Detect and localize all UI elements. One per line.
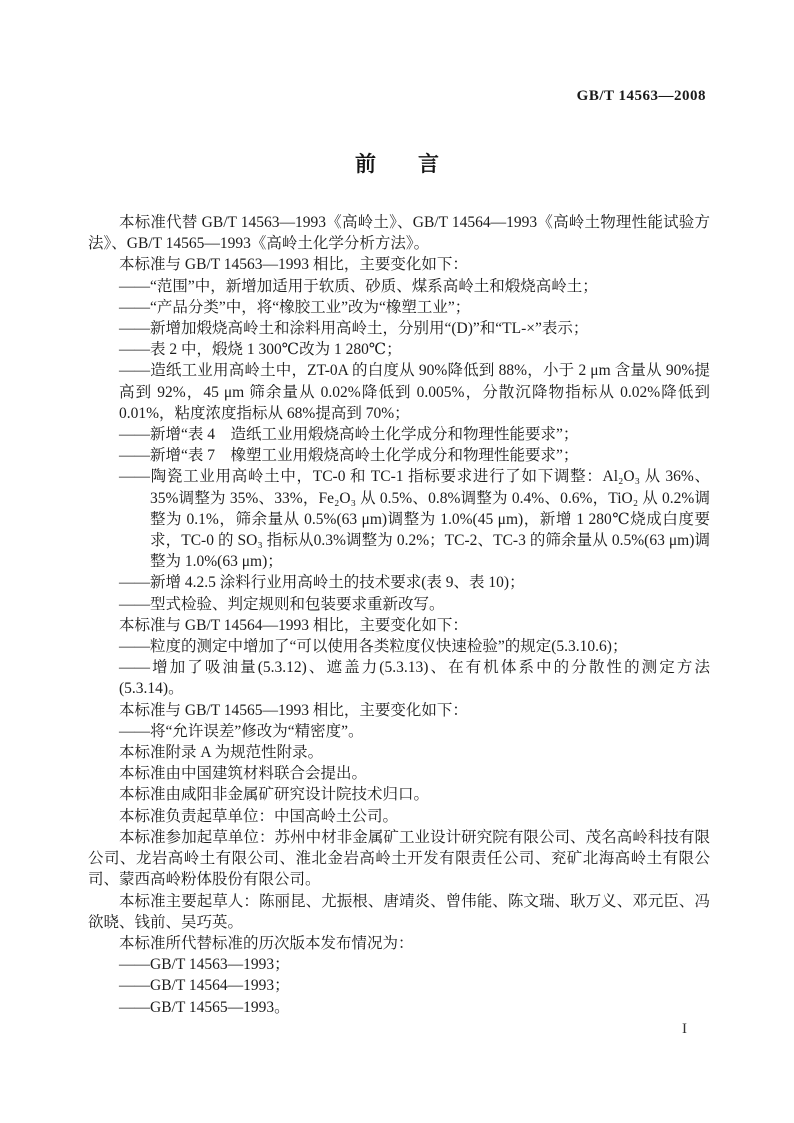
paragraph: ——“范围”中，新增加适用于软质、砂质、煤系高岭土和煅烧高岭土； [119, 277, 598, 295]
paragraph: ——GB/T 14563—1993； [119, 956, 290, 974]
paragraph: ——GB/T 14564—1993； [119, 977, 290, 995]
paragraph: ——新增“表 4 造纸工业用煅烧高岭土化学成分和物理性能要求”； [119, 426, 579, 444]
paragraph: 本标准附录 A 为规范性附录。 [119, 744, 324, 762]
paragraph: ——新增加煅烧高岭土和涂料用高岭土，分别用“(D)”和“TL-×”表示； [119, 320, 589, 338]
paragraph: ——新增“表 7 橡塑工业用煅烧高岭土化学成分和物理性能要求”； [119, 447, 579, 465]
paragraph: 本标准由咸阳非金属矿研究设计院技术归口。 [119, 786, 430, 804]
paragraph: ——GB/T 14565—1993。 [119, 998, 290, 1016]
paragraph: ——增加了吸油量(5.3.12)、遮盖力(5.3.13)、在有机体系中的分散性的测定方法(5.3.14)。 [119, 659, 710, 698]
paragraph: 本标准主要起草人：陈丽昆、尤振根、唐靖炎、曾伟能、陈文瑞、耿万义、邓元臣、冯欲晓、钱前、吴巧英。 [88, 892, 710, 931]
paragraph: ——表 2 中，煅烧 1 300℃改为 1 280℃； [119, 341, 402, 359]
paragraph: ——粒度的测定中增加了“可以使用各类粒度仪快速检验”的规定(5.3.10.6)； [119, 638, 628, 656]
foreword-body [88, 212, 710, 1018]
paragraph: 本标准代替 GB/T 14563—1993《高岭土》、GB/T 14564—1993《高岭土物理性能试验方法》、GB/T 14565—1993《高岭土化学分析方法》。 [88, 214, 710, 253]
paragraph: 本标准与 GB/T 14564—1993 相比，主要变化如下： [119, 616, 468, 634]
paragraph: 本标准由中国建筑材料联合会提出。 [119, 765, 368, 783]
paragraph: 本标准与 GB/T 14563—1993 相比，主要变化如下： [119, 256, 468, 274]
paragraph: ——型式检验、判定规则和包装要求重新改写。 [119, 595, 445, 613]
paragraph: ——造纸工业用高岭土中，ZT-0A 的白度从 90%降低到 88%，小于 2 μm 含量从 90%提高到 92%，45 μm 筛余量从 0.02%降低到 0.005%，分散沉降物指标从 0.02%降低到 0.01%，粘度浓度指标从 68%提高到 70%； [119, 362, 710, 422]
paragraph: ——陶瓷工业用高岭土中，TC-0 和 TC-1 指标要求进行了如下调整：Al₂O₃ 从 36%、35%调整为 35%、33%，Fe₂O₃ 从 0.5%、0.8%调整为 0.4%、0.6%，TiO₂ 从 0.2%调整为 0.1%，筛余量从 0.5%(63 μm)调整为 1.0%(45 μm)，新增 1 280℃烧成白度要求，TC-0 的 SO₃ 指标从0.3%调整为 0.2%；TC-2、TC-3 的筛余量从 0.5%(63 μm)调整为 1.0%(63 μm)； [119, 468, 710, 571]
paragraph: 本标准所代替标准的历次版本发布情况为： [119, 934, 414, 952]
paragraph: ——新增 4.2.5 涂料行业用高岭土的技术要求(表 9、表 10)； [119, 574, 525, 592]
page-number: I [682, 1021, 687, 1037]
paragraph: ——“产品分类”中，将“橡胶工业”改为“橡塑工业”； [119, 298, 471, 316]
paragraph: 本标准与 GB/T 14565—1993 相比，主要变化如下： [119, 701, 468, 719]
page-title: 前 言 [355, 153, 439, 176]
paragraph: 本标准负责起草单位：中国高岭土公司。 [119, 807, 399, 825]
standard-number: GB/T 14563—2008 [576, 88, 706, 104]
paragraph: 本标准参加起草单位：苏州中材非金属矿工业设计研究院有限公司、茂名高岭科技有限公司、龙岩高岭土有限公司、淮北金岩高岭土开发有限责任公司、兖矿北海高岭土有限公司、蒙西高岭粉体股份有限公司。 [88, 828, 710, 889]
paragraph: ——将“允许误差”修改为“精密度”。 [119, 722, 364, 740]
